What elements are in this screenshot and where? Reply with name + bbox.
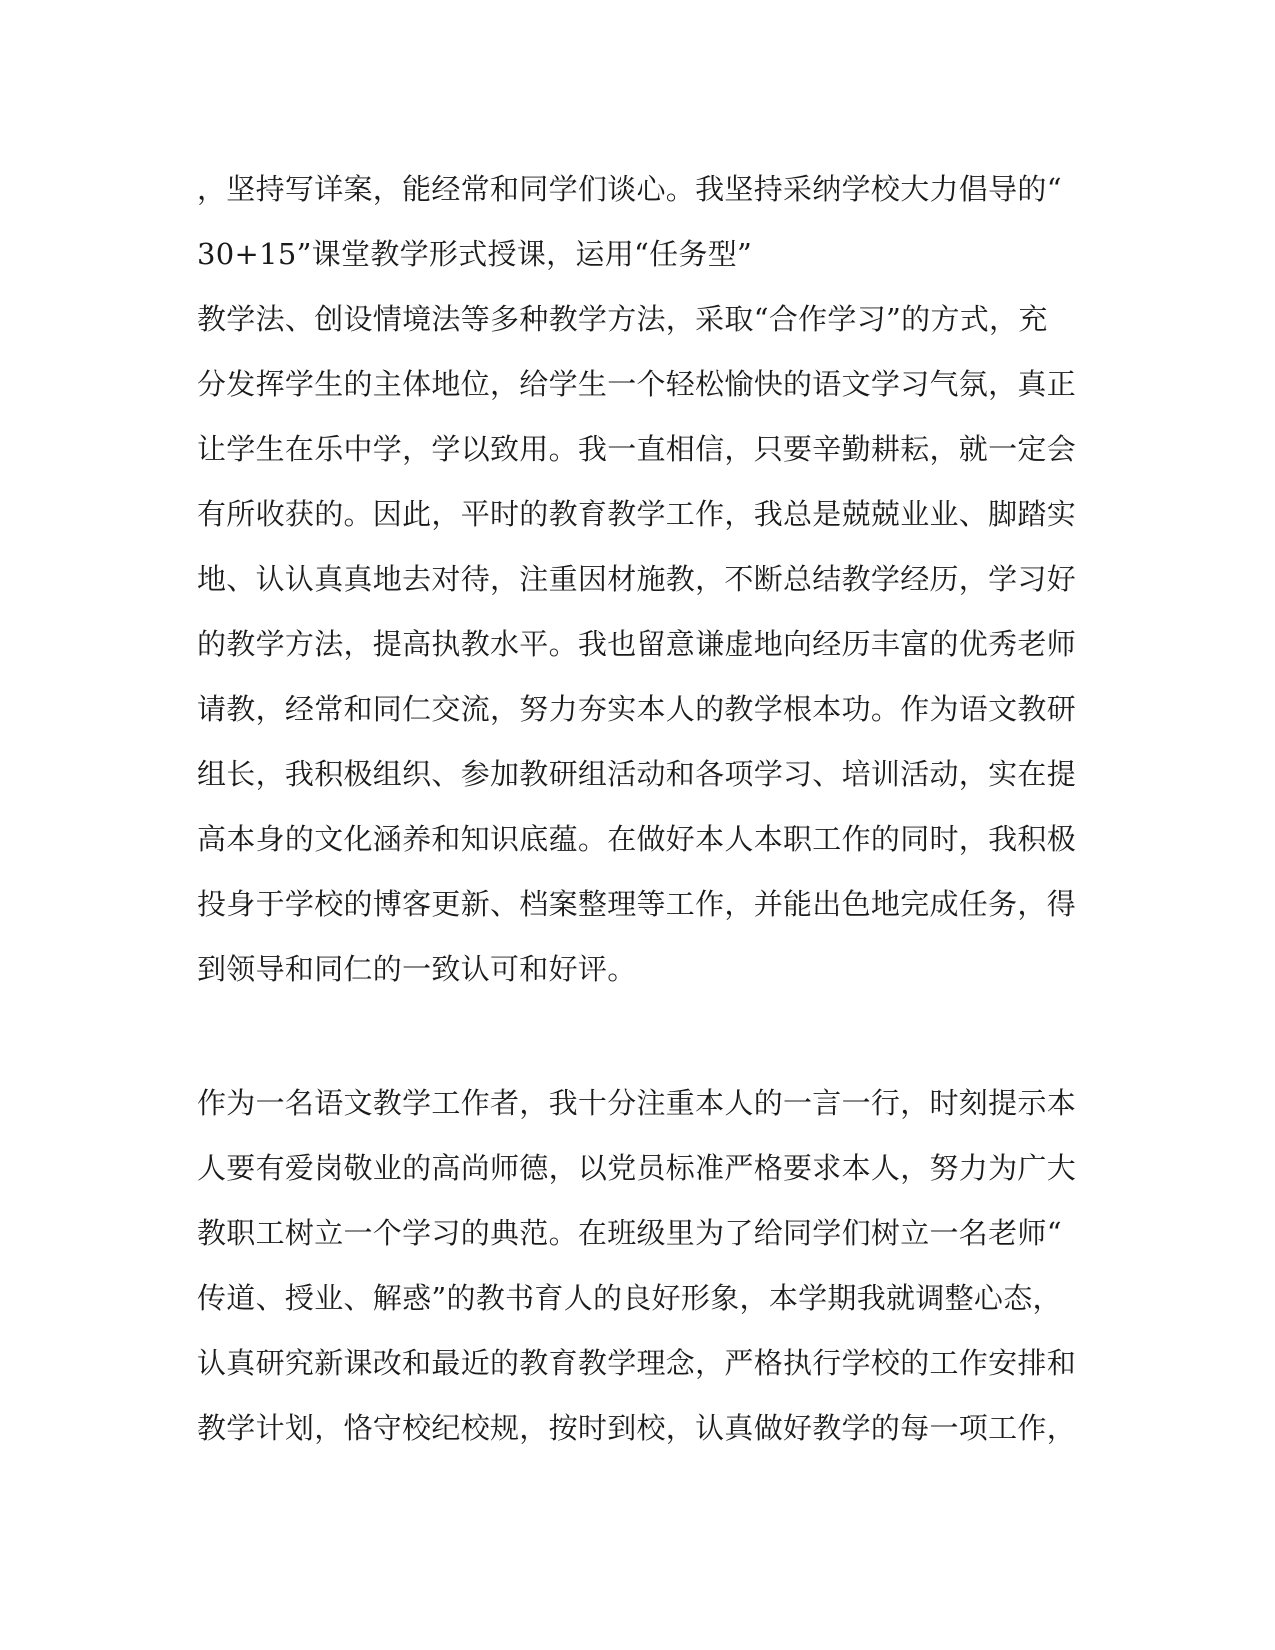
text-line: 有所收获的。因此，平时的教育教学工作，我总是兢兢业业、脚踏实: [197, 497, 1077, 531]
text-line: 分发挥学生的主体地位，给学生一个轻松愉快的语文学习气氛，真正: [197, 367, 1077, 401]
text-line: 请教，经常和同仁交流，努力夯实本人的教学根本功。作为语文教研: [197, 692, 1077, 726]
text-line: 人要有爱岗敬业的高尚师德，以党员标准严格要求本人，努力为广大: [197, 1151, 1077, 1185]
text-line: 认真研究新课改和最近的教育教学理念，严格执行学校的工作安排和: [197, 1346, 1077, 1380]
text-line: 的教学方法，提高执教水平。我也留意谦虚地向经历丰富的优秀老师: [197, 627, 1077, 661]
text-line: 组长，我积极组织、参加教研组活动和各项学习、培训活动，实在提: [197, 757, 1077, 791]
paragraph-1: [197, 157, 1077, 1002]
text-line: 30+15”课堂教学形式授课，运用“任务型”: [197, 237, 753, 271]
text-line: 教职工树立一个学习的典范。在班级里为了给同学们树立一名老师“: [197, 1216, 1062, 1250]
paragraph-2: [197, 1071, 1077, 1461]
text-line: ，坚持写详案，能经常和同学们谈心。我坚持采纳学校大力倡导的“: [197, 172, 1062, 206]
text-line: 教学计划，恪守校纪校规，按时到校，认真做好教学的每一项工作，: [197, 1411, 1077, 1445]
text-line: 到领导和同仁的一致认可和好评。: [197, 952, 637, 986]
text-line: 投身于学校的博客更新、档案整理等工作，并能出色地完成任务，得: [197, 887, 1077, 921]
text-line: 让学生在乐中学，学以致用。我一直相信，只要辛勤耕耘，就一定会: [197, 432, 1077, 466]
text-line: 地、认认真真地去对待，注重因材施教，不断总结教学经历，学习好: [197, 562, 1077, 596]
text-line: 传道、授业、解惑”的教书育人的良好形象，本学期我就调整心态，: [197, 1281, 1062, 1315]
text-line: 作为一名语文教学工作者，我十分注重本人的一言一行，时刻提示本: [197, 1086, 1077, 1120]
text-line: 教学法、创设情境法等多种教学方法，采取“合作学习”的方式，充: [197, 302, 1048, 336]
text-line: 高本身的文化涵养和知识底蕴。在做好本人本职工作的同时，我积极: [197, 822, 1077, 856]
